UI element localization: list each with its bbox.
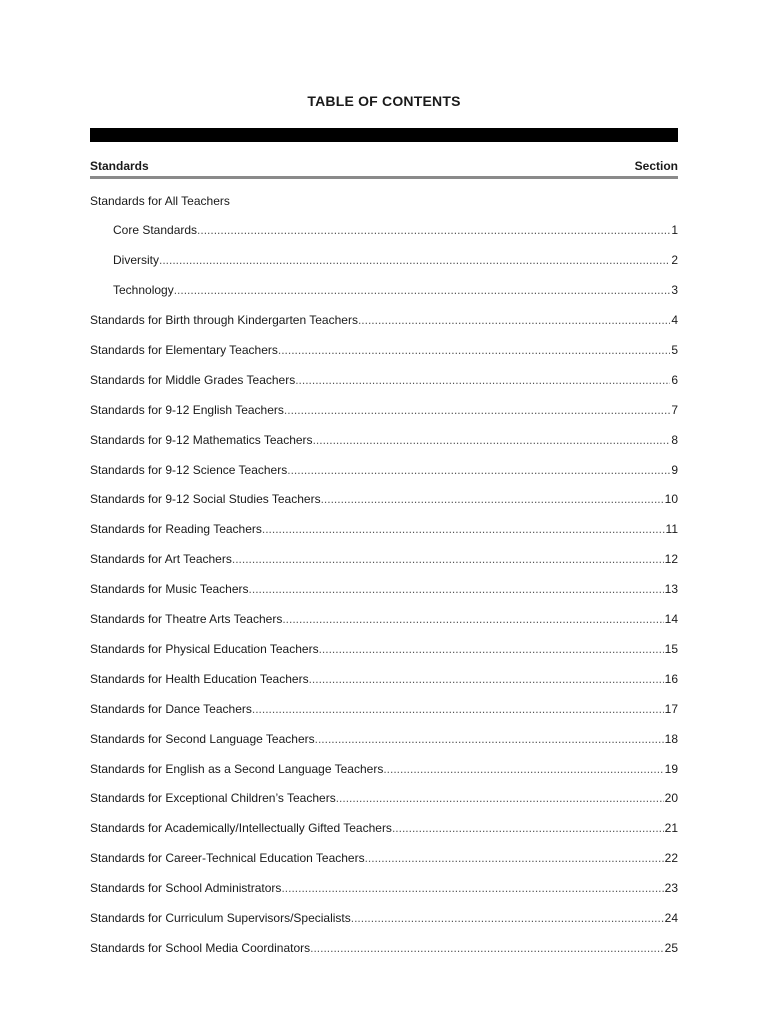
toc-entry[interactable] — [90, 881, 678, 897]
dot-leader — [287, 463, 670, 477]
toc-entry-section-number: 11 — [665, 522, 678, 537]
toc-entry[interactable] — [90, 463, 678, 479]
toc-entry[interactable] — [90, 762, 678, 778]
toc-entry-section-number: 16 — [664, 671, 678, 686]
dot-leader — [315, 732, 664, 746]
toc-entry[interactable] — [90, 941, 678, 957]
toc-entry[interactable] — [90, 492, 678, 508]
toc-entry-section-number: 2 — [671, 252, 678, 267]
toc-entry-section-number: 24 — [664, 911, 678, 925]
toc-entry-label: Standards for Exceptional Children’s Teachers — [90, 791, 336, 806]
header-section-label: Section — [634, 159, 678, 173]
toc-entry[interactable] — [90, 791, 678, 807]
dot-leader — [232, 552, 664, 566]
toc-entry-label: Standards for Academically/Intellectually Gifted Teachers — [90, 821, 392, 836]
dot-leader — [319, 642, 664, 656]
toc-entry-label: Standards for 9-12 Social Studies Teachers — [90, 492, 321, 507]
toc-entry-section-number: 18 — [664, 731, 678, 746]
title-divider-bar — [90, 128, 678, 142]
toc-entry-label: Standards for English as a Second Language Teachers — [90, 761, 384, 776]
dot-leader — [383, 762, 663, 776]
dot-leader — [174, 283, 671, 297]
toc-entry-label: Standards for Theatre Arts Teachers — [90, 612, 283, 626]
toc-entry-section-number: 8 — [671, 432, 678, 447]
toc-entry-label: Standards for Career-Technical Education Teachers — [90, 851, 365, 866]
toc-entry-section-number: 25 — [664, 940, 678, 955]
toc-entry-label: Standards for 9-12 Science Teachers — [90, 462, 288, 477]
page-title: TABLE OF CONTENTS — [307, 93, 461, 109]
toc-entry-section-number: 23 — [664, 881, 678, 896]
toc-entry-section-number: 12 — [664, 552, 678, 567]
toc-entry-label: Standards for Music Teachers — [90, 582, 249, 597]
toc-entry[interactable] — [90, 851, 678, 867]
toc-entry[interactable] — [90, 373, 678, 389]
dot-leader — [197, 223, 670, 237]
toc-entry[interactable] — [90, 343, 678, 359]
toc-entry-section-number: 10 — [664, 492, 678, 507]
dot-leader — [313, 433, 671, 447]
toc-entry-section-number: 1 — [671, 223, 678, 237]
toc-subentry[interactable] — [113, 283, 678, 299]
toc-entry-label: Standards for School Administrators — [90, 881, 282, 896]
toc-entry-section-number: 3 — [671, 282, 678, 297]
toc-entry[interactable] — [90, 911, 678, 927]
toc-entry[interactable] — [90, 313, 678, 329]
dot-leader — [365, 851, 664, 865]
toc-entry[interactable] — [90, 732, 678, 748]
toc-entry[interactable] — [90, 552, 678, 568]
dot-leader — [295, 373, 670, 387]
toc-subentry[interactable] — [113, 223, 678, 239]
toc-entry[interactable] — [90, 522, 678, 538]
toc-entry-label: Standards for 9-12 English Teachers — [90, 402, 284, 417]
toc-entry-label: Standards for Reading Teachers — [90, 522, 262, 537]
header-standards-label: Standards — [90, 159, 149, 173]
toc-entry[interactable] — [90, 403, 678, 419]
toc-subentry[interactable] — [113, 253, 678, 269]
toc-entry-section-number: 19 — [664, 761, 678, 776]
toc-entry-label: Standards for Middle Grades Teachers — [90, 372, 296, 387]
toc-entry-label: Standards for Curriculum Supervisors/Specialists — [90, 911, 351, 925]
toc-entry-label: Standards for Birth through Kindergarten Teachers — [90, 313, 358, 327]
toc-entry-section-number: 4 — [671, 313, 678, 327]
toc-entry[interactable] — [90, 433, 678, 449]
dot-leader — [281, 881, 663, 895]
toc-entry-label: Standards for 9-12 Mathematics Teachers — [90, 432, 313, 447]
dot-leader — [252, 702, 664, 716]
toc-entry-section-number: 22 — [664, 851, 678, 866]
toc-entry-label: Standards for Second Language Teachers — [90, 731, 315, 746]
group-heading-all-teachers: Standards for All Teachers — [90, 194, 230, 208]
toc-entry-section-number: 5 — [671, 342, 678, 357]
toc-entry-section-number: 15 — [664, 641, 678, 656]
dot-leader — [358, 313, 670, 327]
toc-entry-label: Standards for Health Education Teachers — [90, 671, 309, 686]
toc-entry-label: Standards for Art Teachers — [90, 552, 232, 567]
dot-leader — [284, 403, 670, 417]
toc-entry[interactable] — [90, 702, 678, 718]
toc-entry-section-number: 14 — [664, 612, 678, 626]
dot-leader — [309, 672, 664, 686]
toc-entry[interactable] — [90, 612, 678, 628]
dot-leader — [278, 343, 670, 357]
toc-entry-label: Standards for School Media Coordinators — [90, 940, 311, 955]
toc-entry[interactable] — [90, 642, 678, 658]
header-rule — [90, 176, 678, 179]
toc-entry-section-number: 13 — [664, 582, 678, 597]
toc-entry-section-number: 7 — [671, 402, 678, 417]
dot-leader — [159, 253, 670, 267]
dot-leader — [249, 582, 664, 596]
dot-leader — [262, 522, 665, 536]
toc-entry-section-number: 9 — [671, 462, 678, 477]
toc-entry-label: Diversity — [113, 252, 160, 267]
toc-entry-label: Standards for Physical Education Teachers — [90, 641, 319, 656]
toc-entry-section-number: 17 — [664, 701, 678, 716]
dot-leader — [336, 791, 664, 805]
toc-entry-section-number: 21 — [664, 821, 678, 836]
dot-leader — [282, 612, 663, 626]
toc-entry[interactable] — [90, 582, 678, 598]
toc-entry-label: Standards for Elementary Teachers — [90, 342, 278, 357]
toc-entry-label: Core Standards — [113, 223, 198, 237]
dot-leader — [351, 911, 664, 925]
toc-entry[interactable] — [90, 672, 678, 688]
toc-entry-label: Standards for Dance Teachers — [90, 701, 252, 716]
toc-entry-label: Technology — [113, 282, 174, 297]
toc-entry-section-number: 20 — [664, 791, 678, 806]
dot-leader — [310, 941, 664, 955]
toc-entry-section-number: 6 — [671, 372, 678, 387]
toc-entry[interactable] — [90, 821, 678, 837]
toc-header — [90, 159, 678, 175]
dot-leader — [321, 492, 664, 506]
dot-leader — [392, 821, 664, 835]
